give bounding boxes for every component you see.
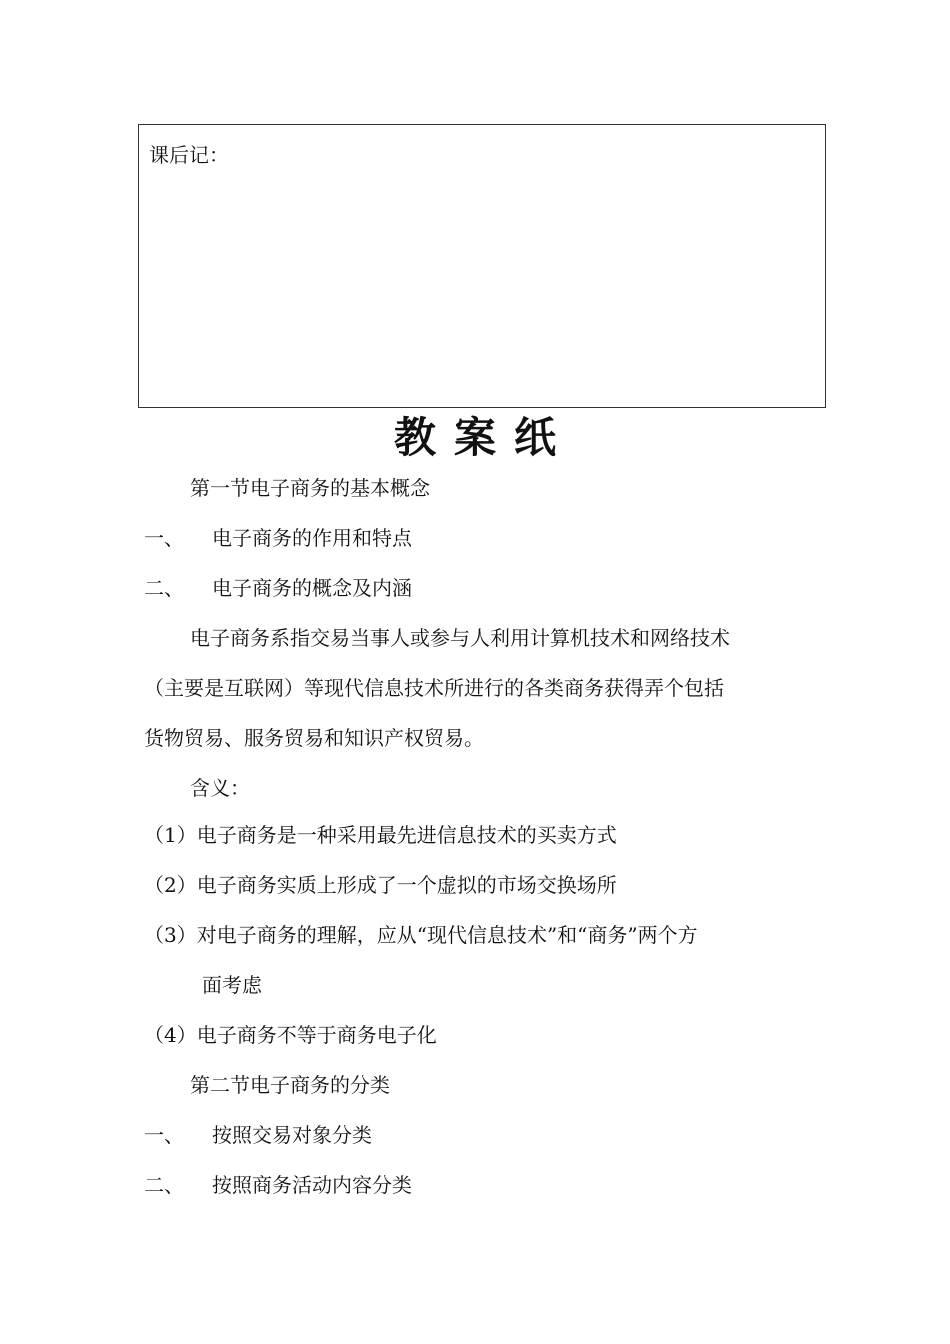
list-item	[144, 574, 412, 602]
list-item-text: 电子商务的作用和特点	[212, 526, 412, 550]
list-item	[144, 1121, 372, 1149]
document-title: 教案纸	[393, 413, 574, 462]
meaning-item: （4）电子商务不等于商务电子化	[144, 1023, 437, 1047]
list-item-text: 电子商务的概念及内涵	[212, 576, 412, 600]
meaning-item-continuation: 面考虑	[202, 973, 262, 997]
section-heading-1: 第一节电子商务的基本概念	[190, 476, 430, 500]
paragraph-line: 货物贸易、服务贸易和知识产权贸易。	[144, 726, 484, 750]
list-item-number: 二、	[144, 576, 184, 600]
list-item-number: 一、	[144, 526, 184, 550]
meaning-item: （1）电子商务是一种采用最先进信息技术的买卖方式	[144, 823, 617, 847]
after-class-notes-box	[138, 124, 826, 408]
list-item	[144, 524, 412, 552]
list-item-number: 二、	[144, 1173, 184, 1197]
list-item-number: 一、	[144, 1123, 184, 1147]
meaning-heading: 含义：	[190, 776, 250, 800]
meaning-item: （3）对电子商务的理解，应从“现代信息技术”和“商务”两个方	[144, 923, 698, 947]
paragraph-line: 电子商务系指交易当事人或参与人利用计算机技术和网络技术	[190, 626, 730, 650]
paragraph-line: （主要是互联网）等现代信息技术所进行的各类商务获得弄个包括	[144, 676, 724, 700]
list-item	[144, 1171, 412, 1199]
list-item-text: 按照交易对象分类	[212, 1123, 372, 1147]
section-heading-2: 第二节电子商务的分类	[190, 1073, 390, 1097]
after-class-notes-label: 课后记：	[149, 143, 229, 167]
list-item-text: 按照商务活动内容分类	[212, 1173, 412, 1197]
meaning-item: （2）电子商务实质上形成了一个虚拟的市场交换场所	[144, 873, 617, 897]
